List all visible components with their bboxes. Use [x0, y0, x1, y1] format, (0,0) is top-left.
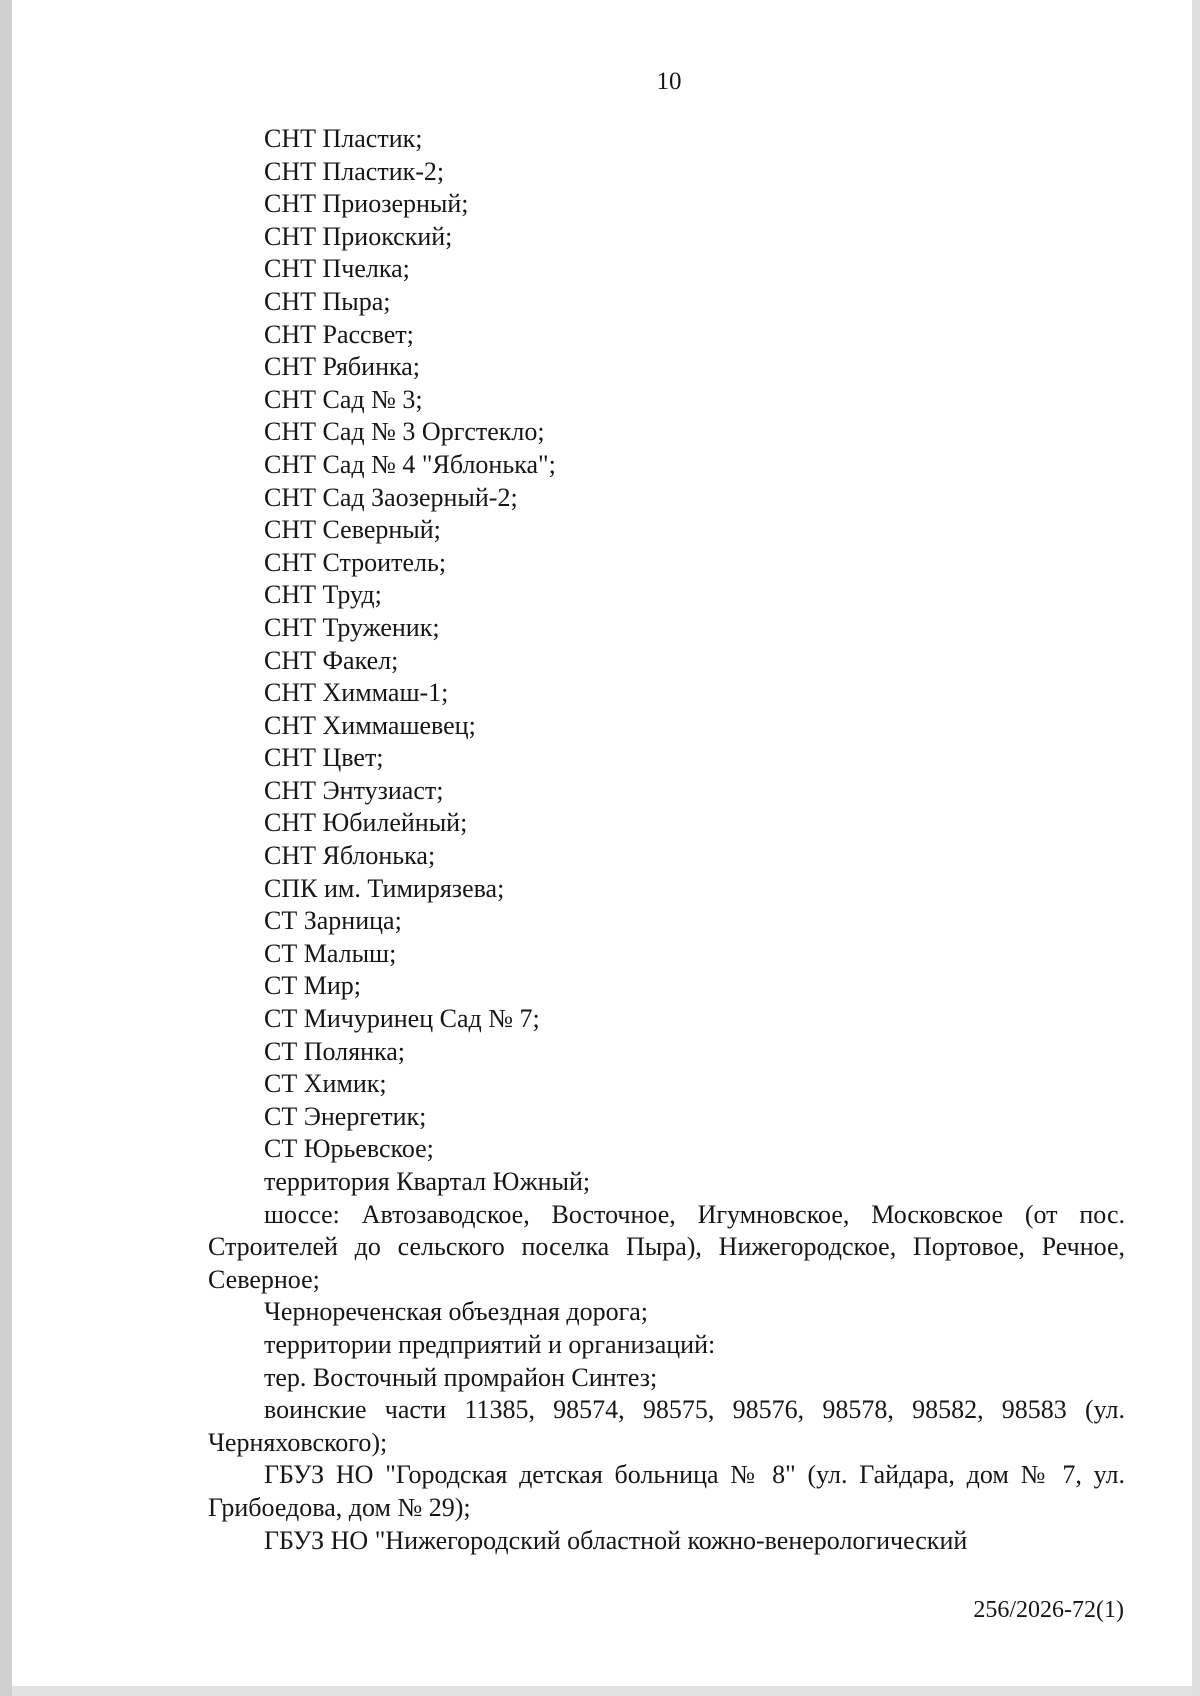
list-item: СПК им. Тимирязева;	[264, 873, 505, 903]
paragraph-industrial-area: тер. Восточный промрайон Синтез;	[264, 1362, 658, 1392]
document-code: 256/2026-72(1)	[973, 1597, 1124, 1623]
list-item: СНТ Северный;	[264, 515, 441, 545]
list-item: СНТ Сад № 4 "Яблонька";	[264, 449, 556, 479]
list-item: СНТ Химмашевец;	[264, 710, 476, 740]
list-item: СНТ Яблонька;	[264, 841, 436, 871]
list-item: СНТ Пыра;	[264, 286, 391, 316]
list-item: СТ Химик;	[264, 1069, 387, 1099]
paragraph-dermatology-clinic: ГБУЗ НО "Нижегородский областной кожно-венерологический	[264, 1525, 968, 1555]
list-item: СНТ Факел;	[264, 645, 399, 675]
paragraph-enterprise-territories: территории предприятий и организаций:	[264, 1329, 716, 1359]
list-item: СНТ Юбилейный;	[264, 808, 468, 838]
paragraph-military-units: воинские части 11385, 98574, 98575, 98576, 98578, 98582, 98583 (ул. Черняховского);	[208, 1395, 1125, 1457]
list-item: СНТ Пластик;	[264, 124, 423, 153]
document-body	[208, 123, 1125, 1557]
list-item: СТ Мичуринец Сад № 7;	[264, 1004, 540, 1034]
list-item: СТ Энергетик;	[264, 1101, 427, 1131]
paragraph-highways: шоссе: Автозаводское, Восточное, Игумновское, Московское (от пос. Строителей до сельского поселка Пыра), Нижегородское, Портовое, Речное, Северное;	[208, 1199, 1125, 1294]
list-item: СНТ Рябинка;	[264, 352, 420, 382]
list-item: СНТ Пчелка;	[264, 254, 410, 284]
paragraph-childrens-hospital: ГБУЗ НО "Городская детская больница № 8" (ул. Гайдара, дом № 7, ул. Грибоедова, дом № 29);	[208, 1460, 1125, 1522]
list-item: СНТ Труженик;	[264, 612, 440, 642]
list-item: СНТ Пластик-2;	[264, 156, 445, 186]
list-item: СТ Малыш;	[264, 938, 397, 968]
list-item: СНТ Цвет;	[264, 743, 384, 773]
list-item: СНТ Сад № 3;	[264, 384, 423, 414]
list-item: СНТ Энтузиаст;	[264, 775, 444, 805]
list-item: СНТ Химмаш-1;	[264, 678, 449, 708]
paragraph-bypass-road: Чернореченская объездная дорога;	[264, 1297, 649, 1327]
list-item: СНТ Строитель;	[264, 547, 447, 577]
list-item: СТ Зарница;	[264, 906, 402, 936]
list-item: СТ Мир;	[264, 971, 361, 1001]
list-item: СНТ Приокский;	[264, 221, 453, 251]
list-item: СНТ Рассвет;	[264, 319, 414, 349]
list-item: СТ Юрьевское;	[264, 1134, 434, 1164]
page-number: 10	[656, 68, 682, 95]
list-item: СНТ Сад № 3 Оргстекло;	[264, 417, 545, 447]
list-item: СНТ Сад Заозерный-2;	[264, 482, 518, 512]
list-item: СНТ Приозерный;	[264, 189, 469, 219]
list-item: СТ Полянка;	[264, 1036, 406, 1066]
list-item: территория Квартал Южный;	[264, 1167, 591, 1196]
list-item: СНТ Труд;	[264, 580, 382, 610]
